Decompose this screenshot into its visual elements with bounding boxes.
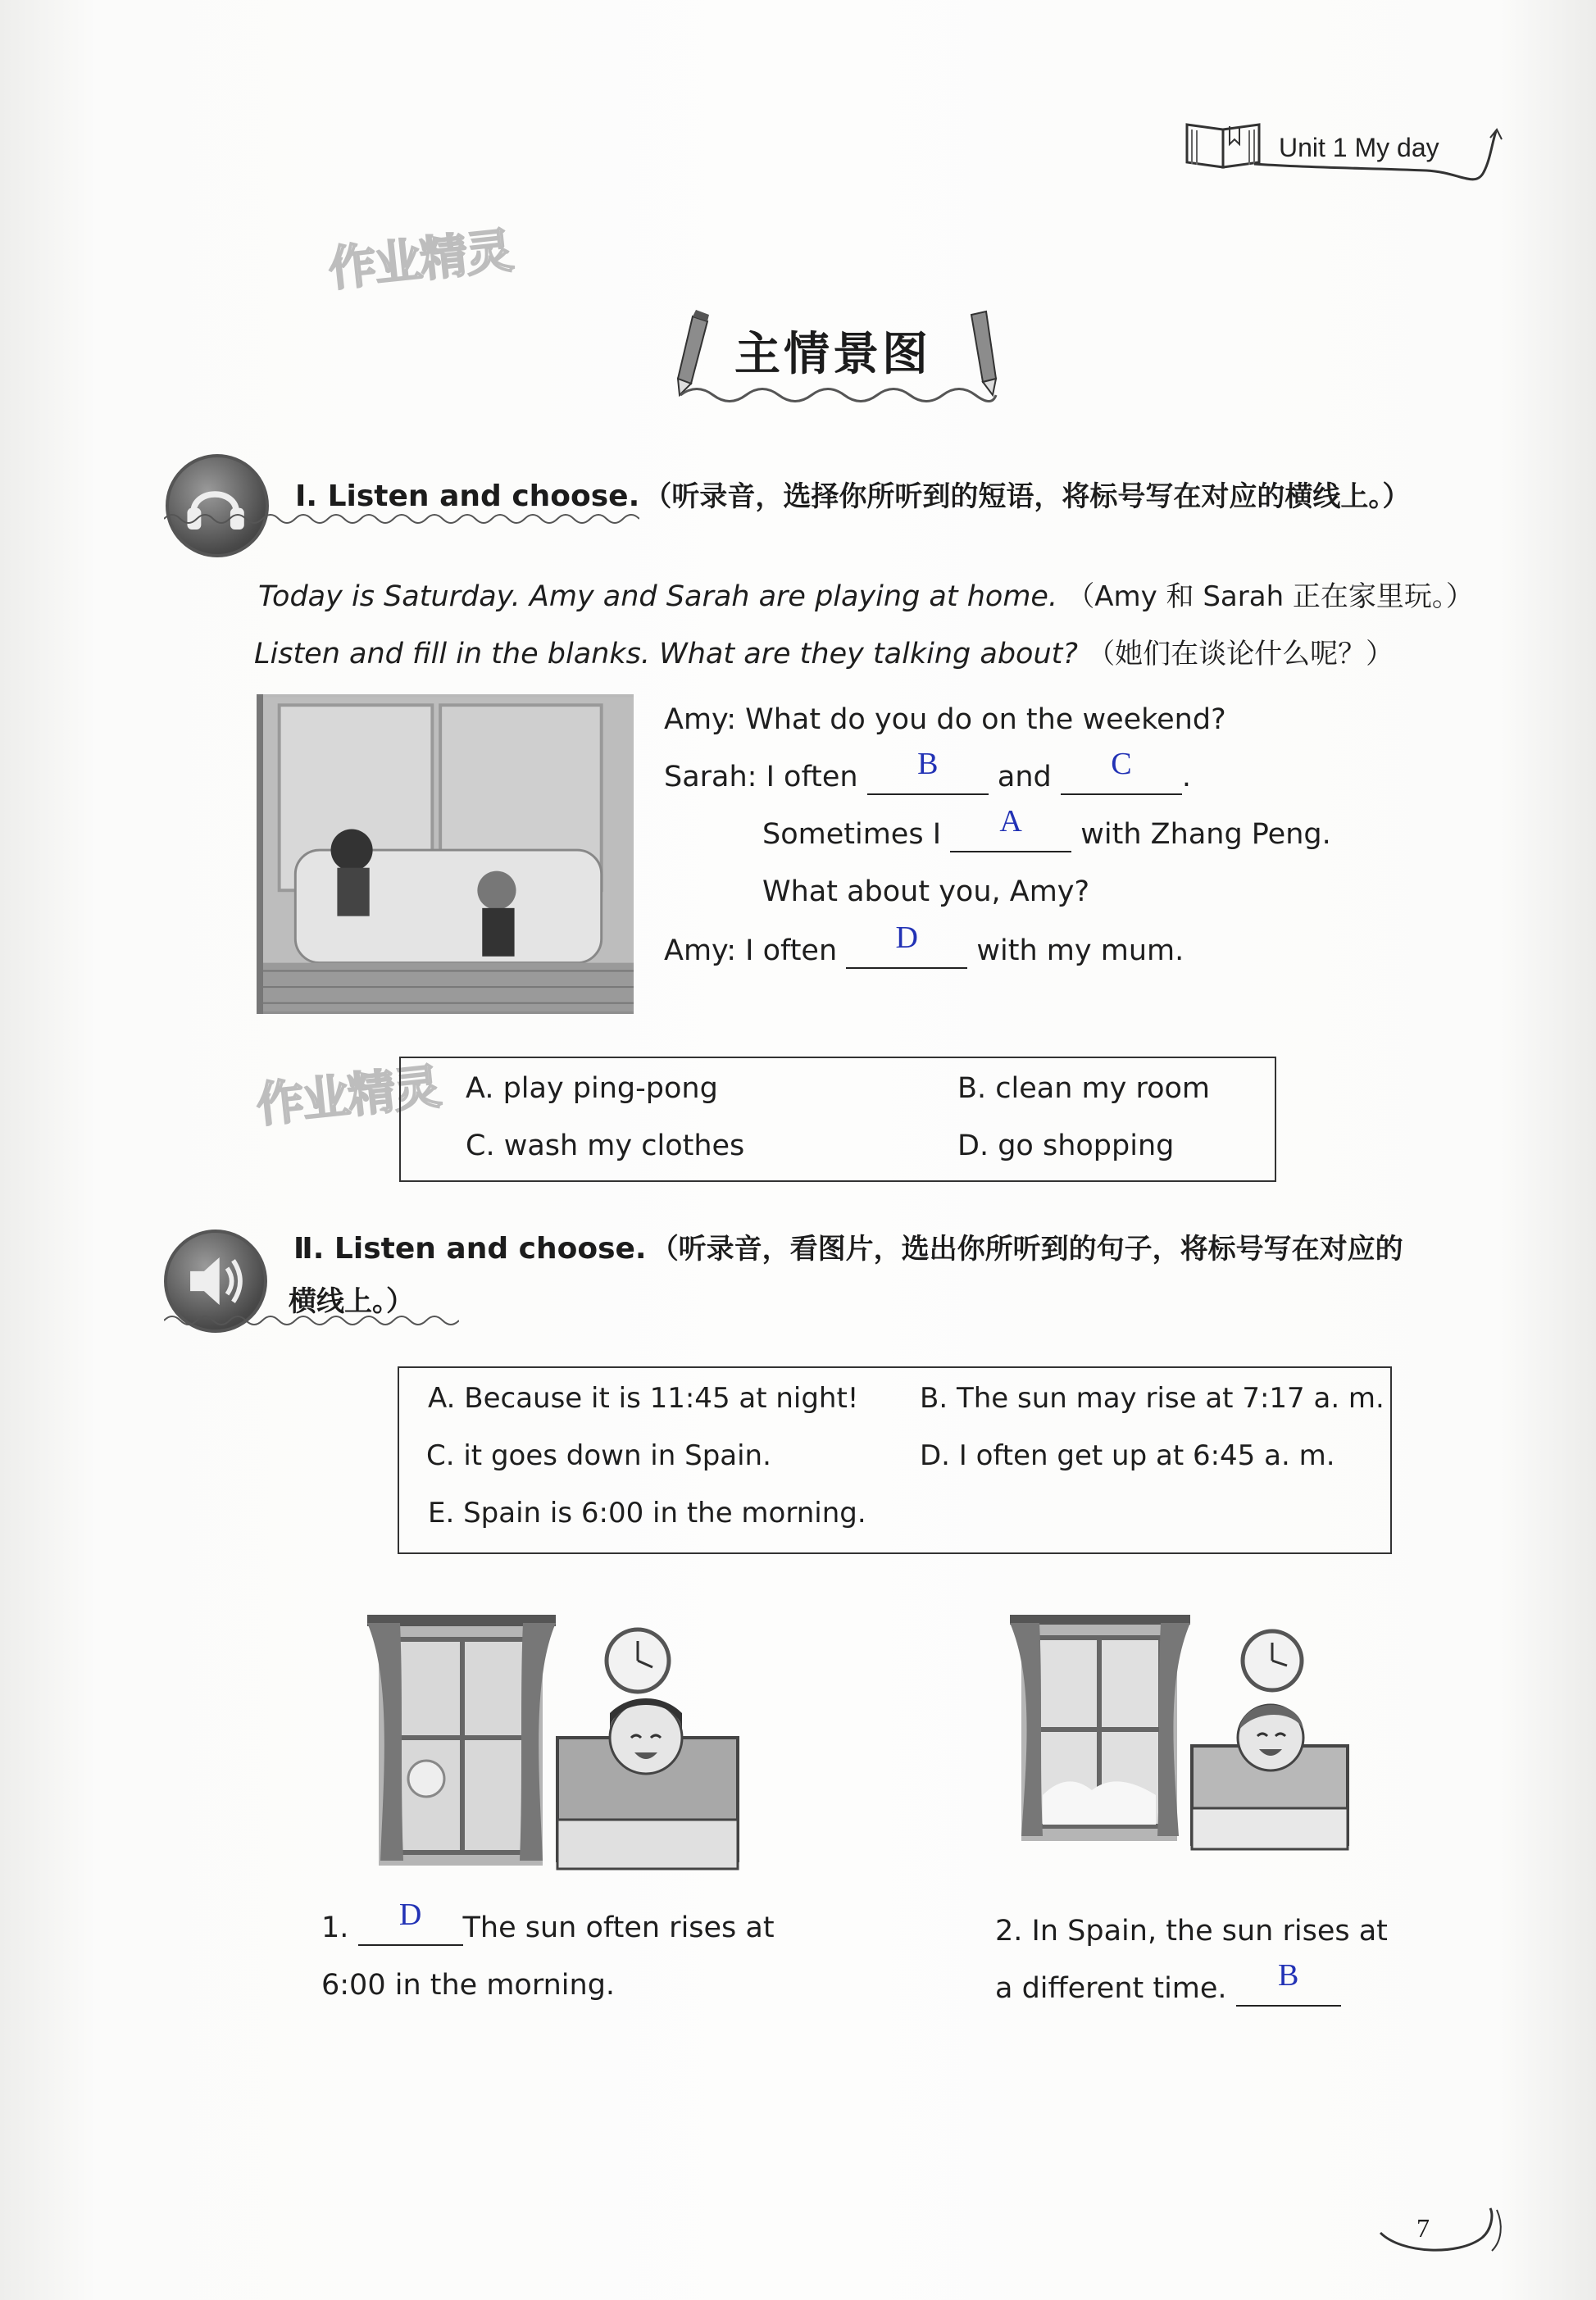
question-1-number: 1. xyxy=(321,1911,349,1944)
section2-heading xyxy=(293,1226,1403,1266)
intro-en-1: Today is Saturday. Amy and Sarah are playing at home. xyxy=(258,580,1058,613)
option-d: D. go shopping xyxy=(957,1130,1175,1162)
page-number-decoration xyxy=(1377,2205,1508,2262)
dialogue-text: with my mum. xyxy=(976,934,1184,967)
option-b: B. clean my room xyxy=(957,1072,1210,1105)
dialogue-text: Amy: I often xyxy=(664,934,838,967)
q2-answer-blank[interactable] xyxy=(1236,1958,1341,2007)
option-a: A. play ping-pong xyxy=(466,1072,718,1105)
page-number: 7 xyxy=(1416,2213,1430,2243)
main-title: 主情景图 xyxy=(734,328,931,381)
section2-title: Ⅱ. Listen and choose. xyxy=(293,1232,647,1266)
section2-instruction: （听录音，看图片，选出你所听到的句子，将标号写在对应的 xyxy=(650,1233,1403,1266)
question-1-text: The sun often rises at xyxy=(462,1911,775,1944)
option2-d: D. I often get up at 6:45 a. m. xyxy=(920,1439,1335,1472)
question-1-line-1 xyxy=(321,1898,775,1946)
title-wave-decoration xyxy=(672,379,1000,411)
section1-heading xyxy=(295,474,1410,514)
boy-waking-picture xyxy=(1010,1615,1354,1861)
intro-line-2 xyxy=(254,631,1394,671)
option-c: C. wash my clothes xyxy=(466,1130,745,1162)
intro-en-2: Listen and fill in the blanks. What are they talking about? xyxy=(254,638,1078,670)
dialogue-line-4: What about you, Amy? xyxy=(762,875,1090,908)
answer-3: A xyxy=(999,804,1022,839)
dialogue-line-1: Amy: What do you do on the weekend? xyxy=(664,703,1226,736)
intro-cn-2: （她们在谈论什么呢？） xyxy=(1087,638,1394,670)
dialogue-text: Sarah: I often xyxy=(664,761,858,793)
answer-4: D xyxy=(895,920,918,955)
unit-title: Unit 1 My day xyxy=(1279,133,1439,162)
question-2-text: a different time. xyxy=(995,1972,1227,2005)
dialogue-text: and xyxy=(997,761,1052,793)
option2-c: C. it goes down in Spain. xyxy=(426,1439,771,1472)
section1-instruction: （听录音，选择你所听到的短语，将标号写在对应的横线上。） xyxy=(643,480,1411,513)
section2-instruction-cont: 横线上。） xyxy=(289,1285,414,1318)
answer-blank-3[interactable] xyxy=(950,804,1071,852)
answer-blank-2[interactable] xyxy=(1061,747,1182,795)
question-1-line-2: 6:00 in the morning. xyxy=(321,1969,616,2002)
answer-blank-4[interactable] xyxy=(846,920,967,969)
option2-b: B. The sun may rise at 7:17 a. m. xyxy=(920,1382,1385,1415)
dialogue-line-5 xyxy=(664,920,1184,969)
option2-a: A. Because it is 11:45 at night! xyxy=(428,1382,859,1415)
watermark: 作业精灵 xyxy=(253,1058,443,1134)
q2-answer: B xyxy=(1278,1958,1299,1993)
girl-waking-picture xyxy=(367,1615,744,1885)
question-2-line-2 xyxy=(995,1958,1341,2007)
girls-playing-photo xyxy=(257,694,634,1014)
intro-line-1 xyxy=(258,574,1474,614)
dialogue-text: Sometimes I xyxy=(762,818,942,851)
dialogue-line-3 xyxy=(762,804,1331,852)
dialogue-text: . xyxy=(1181,761,1192,793)
answer-blank-1[interactable] xyxy=(867,747,989,795)
dialogue-line-2 xyxy=(664,747,1192,795)
question-2-line-1: 2. In Spain, the sun rises at xyxy=(995,1915,1388,1948)
option2-e: E. Spain is 6:00 in the morning. xyxy=(428,1497,866,1530)
answer-1: B xyxy=(917,747,939,781)
q1-answer-blank[interactable] xyxy=(358,1898,463,1946)
watermark: 作业精灵 xyxy=(325,222,515,298)
headphones-icon xyxy=(166,454,269,557)
section1-title: Ⅰ. Listen and choose. xyxy=(295,480,640,513)
q1-answer: D xyxy=(398,1898,422,1932)
intro-cn-1: （Amy 和 Sarah 正在家里玩。） xyxy=(1066,580,1474,613)
dialogue-text: with Zhang Peng. xyxy=(1080,818,1331,851)
answer-2: C xyxy=(1111,747,1132,781)
